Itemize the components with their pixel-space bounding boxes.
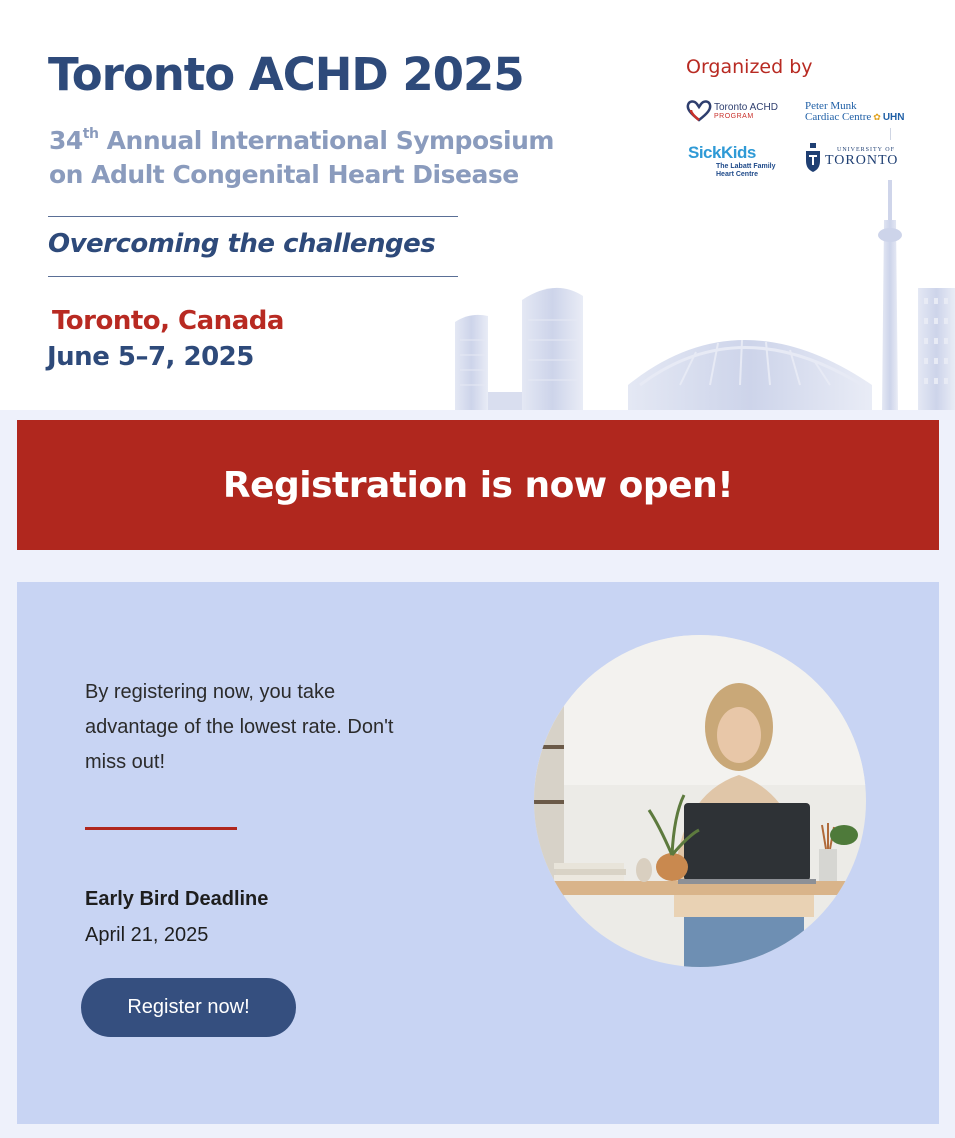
woman-at-laptop-image <box>534 635 866 967</box>
event-subtitle <box>49 117 554 192</box>
event-dates: June 5–7, 2025 <box>47 342 254 372</box>
uoft-logo-big: TORONTO <box>825 153 899 168</box>
deadline-label: Early Bird Deadline <box>85 888 269 910</box>
achd-logo-name: Toronto ACHD <box>714 102 778 113</box>
tagline-top-rule <box>48 216 458 217</box>
intro-text: By registering now, you take advantage of the lowest rate. Don't miss out! <box>85 681 394 773</box>
uhn-mark-icon: ✿ <box>873 112 881 122</box>
uoft-logo <box>805 143 898 173</box>
sickkids-logo <box>688 143 776 179</box>
crest-icon <box>805 143 821 173</box>
subtitle-line1: Annual International Symposium <box>98 126 554 155</box>
subtitle-line2: on Adult Congenital Heart Disease <box>49 160 519 189</box>
achd-logo-sub: PROGRAM <box>714 113 754 120</box>
sickkids-logo-sub1: The Labatt Family <box>716 163 776 170</box>
peter-munk-logo <box>805 101 905 123</box>
munk-logo-line2: Cardiac Centre <box>805 111 872 123</box>
deadline-date: April 21, 2025 <box>85 924 209 946</box>
banner-heading: Registration is now open! <box>222 464 734 506</box>
logo-divider <box>890 128 891 140</box>
toronto-achd-logo <box>686 100 778 122</box>
registration-banner <box>17 420 939 550</box>
event-tagline: Overcoming the challenges <box>48 229 436 259</box>
uhn-logo-text: UHN <box>882 112 905 123</box>
event-location: Toronto, Canada <box>52 306 284 336</box>
subtitle-ordinal: 34 <box>49 126 83 155</box>
section-divider <box>85 827 237 830</box>
sickkids-logo-sub2: Heart Centre <box>716 171 759 178</box>
event-title: Toronto ACHD 2025 <box>48 48 524 101</box>
header <box>0 0 955 410</box>
register-now-button[interactable]: Register now! <box>81 978 296 1037</box>
subtitle-ordinal-suffix: th <box>82 126 99 142</box>
woman-laptop-photo <box>534 635 866 967</box>
registration-panel <box>17 582 939 1124</box>
heart-icon <box>686 100 712 122</box>
uoft-logo-small: UNIVERSITY OF <box>837 147 895 153</box>
sickkids-logo-name: SickKids <box>688 143 756 162</box>
munk-logo-line1: Peter Munk <box>805 100 857 112</box>
tagline-bottom-rule <box>48 276 458 277</box>
organized-by-label: Organized by <box>686 56 813 78</box>
